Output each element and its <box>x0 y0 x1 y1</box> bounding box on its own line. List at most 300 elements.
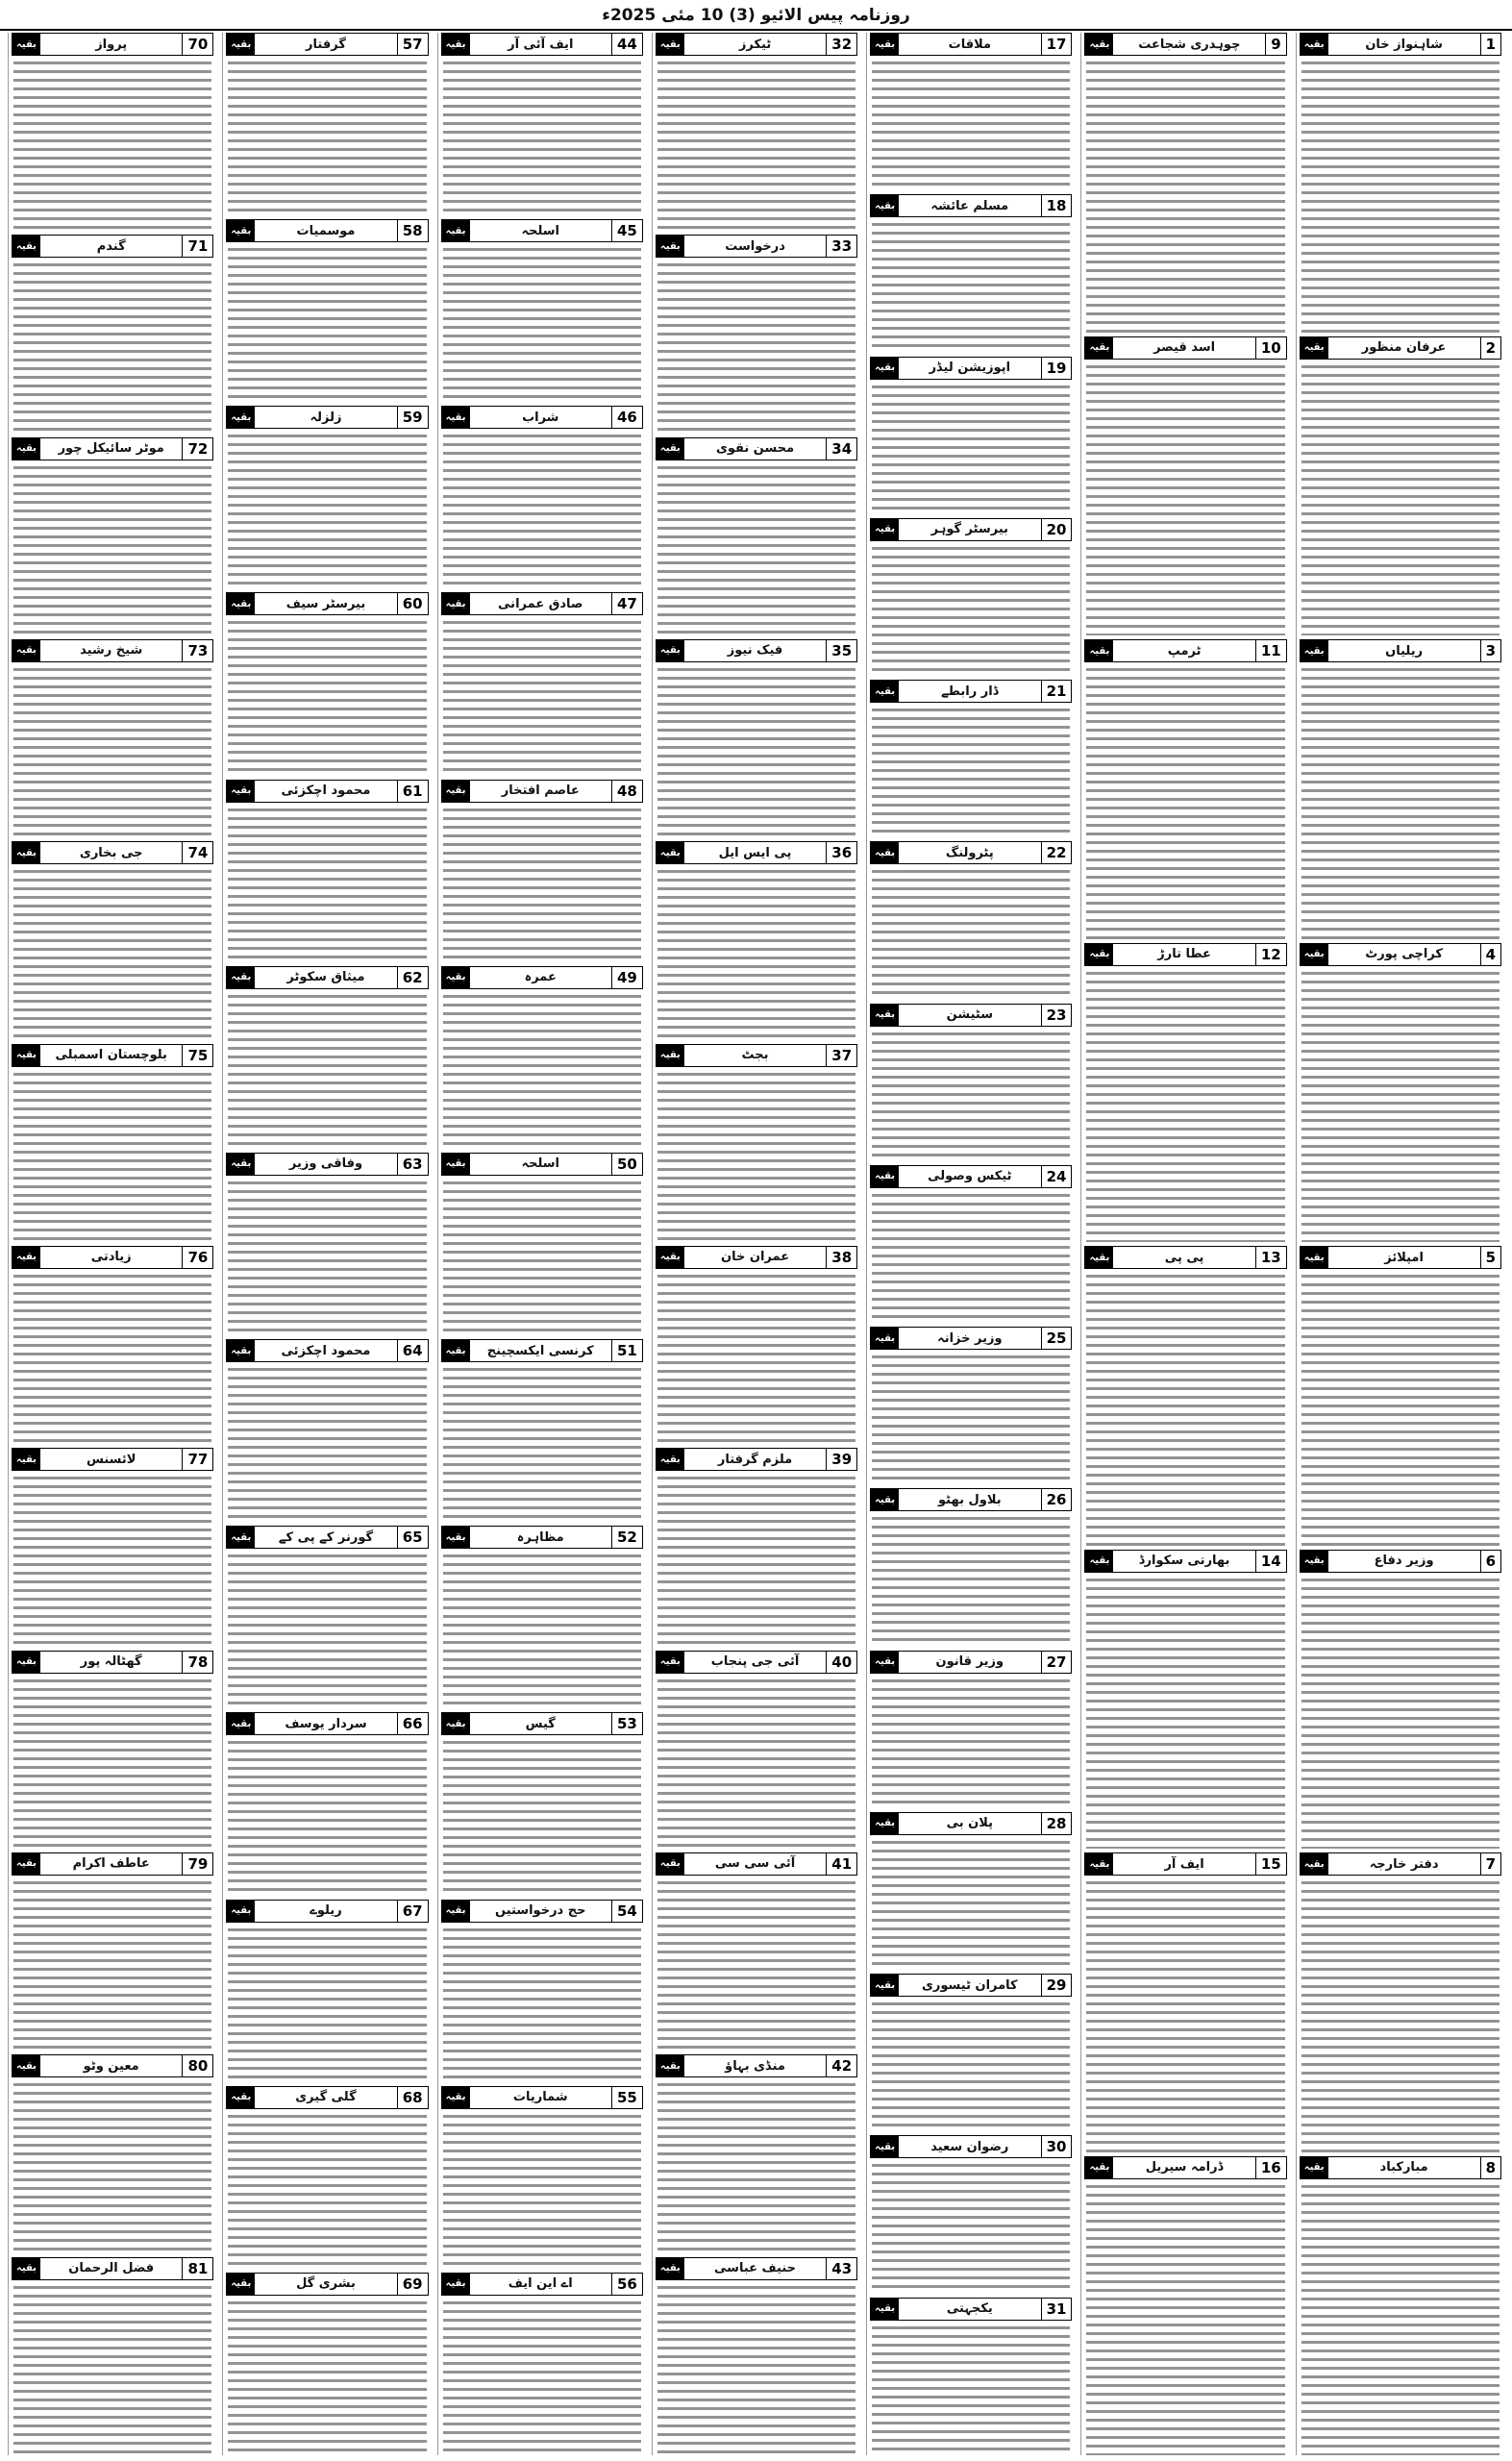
item-body-text <box>228 1738 426 1895</box>
item-body-text <box>1086 362 1284 636</box>
item-heading <box>656 437 857 460</box>
columns-container <box>8 33 1504 2455</box>
item-number: 59 <box>397 407 428 428</box>
continuation-tag: بقیہ <box>1085 1853 1113 1875</box>
continuation-tag: بقیہ <box>442 1527 470 1548</box>
continuation-item <box>12 437 213 635</box>
item-title: حج درخواستیں <box>495 1903 586 1919</box>
continuation-item <box>656 1852 857 2051</box>
continuation-tag: بقیہ <box>227 967 255 988</box>
item-title: عرفان منظور <box>1361 340 1447 355</box>
item-number: 18 <box>1041 195 1072 216</box>
item-heading <box>441 592 643 615</box>
continuation-tag: بقیہ <box>227 2087 255 2108</box>
continuation-tag: بقیہ <box>227 781 255 802</box>
item-number: 77 <box>182 1449 212 1470</box>
item-heading <box>1300 2156 1501 2179</box>
item-body-text <box>13 1677 211 1849</box>
item-number: 22 <box>1041 842 1072 863</box>
continuation-item <box>226 592 428 775</box>
item-title: ٹیکرز <box>738 37 772 52</box>
continuation-item <box>870 1165 1072 1323</box>
continuation-tag: بقیہ <box>442 2087 470 2108</box>
item-heading <box>441 1900 643 1923</box>
item-heading <box>870 1812 1072 1835</box>
continuation-item <box>226 219 428 402</box>
continuation-item <box>870 33 1072 190</box>
item-title: دفتر خارجہ <box>1369 1856 1439 1872</box>
item-body-text <box>13 867 211 1039</box>
continuation-item <box>441 2273 643 2455</box>
item-heading <box>441 1712 643 1735</box>
item-heading <box>870 2298 1072 2321</box>
item-title: کامران ٹیسوری <box>922 1977 1018 1993</box>
item-title: گرفتار <box>306 37 346 52</box>
item-body-text <box>872 706 1070 837</box>
item-body-text <box>1086 969 1284 1243</box>
continuation-tag: بقیہ <box>871 1005 899 1026</box>
item-title: پی پی <box>1164 1250 1204 1265</box>
item-heading <box>226 219 428 242</box>
continuation-item <box>441 1526 643 1708</box>
news-column <box>866 33 1075 2455</box>
item-heading <box>1084 1852 1286 1876</box>
item-number: 58 <box>397 220 428 241</box>
item-title: محمود اچکزئی <box>281 783 371 799</box>
item-heading <box>870 1004 1072 1027</box>
continuation-tag: بقیہ <box>871 1166 899 1187</box>
item-body-text <box>872 1353 1070 1484</box>
item-number: 37 <box>826 1045 856 1066</box>
continuation-item <box>870 1327 1072 1484</box>
item-title: مسلم عائشہ <box>930 198 1009 213</box>
item-body-text <box>872 1030 1070 1161</box>
item-body-text <box>1086 2182 1284 2456</box>
item-body-text <box>443 1926 641 2082</box>
item-body-text <box>13 1070 211 1242</box>
item-title: وزیر قانون <box>935 1654 1004 1670</box>
item-title: بیرسٹر گوہر <box>930 522 1009 537</box>
item-number: 66 <box>397 1713 428 1734</box>
continuation-item <box>226 2086 428 2269</box>
continuation-tag: بقیہ <box>442 1340 470 1361</box>
continuation-item <box>870 1004 1072 1161</box>
continuation-item <box>441 406 643 588</box>
continuation-item <box>226 2273 428 2455</box>
item-body-text <box>872 1191 1070 1323</box>
item-title: آئی سی سی <box>714 1856 796 1872</box>
item-title: بیرسٹر سیف <box>285 596 366 611</box>
continuation-tag: بقیہ <box>227 1527 255 1548</box>
item-title: ملاقات <box>948 37 992 52</box>
continuation-item <box>12 2257 213 2455</box>
item-title: ریلیاں <box>1385 643 1424 659</box>
continuation-tag: بقیہ <box>442 1154 470 1175</box>
item-body-text <box>13 463 211 635</box>
item-heading <box>226 1526 428 1549</box>
item-number: 68 <box>397 2087 428 2108</box>
item-number: 8 <box>1480 2157 1500 2178</box>
item-heading <box>12 2054 213 2077</box>
item-number: 26 <box>1041 1489 1072 1510</box>
continuation-item <box>656 2054 857 2252</box>
item-title: گورنر کے پی کے <box>278 1529 374 1545</box>
item-body-text <box>872 1514 1070 1646</box>
continuation-item <box>12 639 213 837</box>
continuation-item <box>656 235 857 433</box>
item-number: 75 <box>182 1045 212 1066</box>
continuation-item <box>441 966 643 1149</box>
item-body-text <box>443 618 641 775</box>
continuation-item <box>12 1852 213 2051</box>
continuation-tag: بقیہ <box>871 195 899 216</box>
item-title: شراب <box>522 410 559 425</box>
item-title: اسلحہ <box>521 223 560 238</box>
page-title: روزنامہ پیس الائیو (3) 10 مئی 2025ء <box>602 5 910 25</box>
item-number: 69 <box>397 2274 428 2295</box>
item-number: 21 <box>1041 681 1072 702</box>
item-body-text <box>228 245 426 402</box>
item-heading <box>1300 639 1501 662</box>
continuation-tag: بقیہ <box>442 593 470 614</box>
news-column <box>1080 33 1289 2455</box>
continuation-tag: بقیہ <box>657 438 684 460</box>
item-heading <box>656 841 857 864</box>
item-body-text <box>13 261 211 433</box>
item-number: 45 <box>611 220 642 241</box>
continuation-item <box>441 1153 643 1335</box>
item-number: 53 <box>611 1713 642 1734</box>
item-body-text <box>228 59 426 215</box>
item-title: ٹیکس وصولی <box>928 1169 1012 1184</box>
item-heading <box>12 437 213 460</box>
continuation-tag: بقیہ <box>1085 944 1113 965</box>
continuation-tag: بقیہ <box>1301 2157 1328 2178</box>
continuation-item <box>656 1651 857 1849</box>
continuation-tag: بقیہ <box>1085 640 1113 661</box>
continuation-tag: بقیہ <box>227 2274 255 2295</box>
item-title: وزیر خزانہ <box>937 1330 1003 1346</box>
item-body-text <box>443 2112 641 2269</box>
item-body-text <box>657 1878 855 2051</box>
continuation-tag: بقیہ <box>227 1340 255 1361</box>
item-number: 4 <box>1480 944 1500 965</box>
item-body-text <box>13 665 211 837</box>
item-body-text <box>872 544 1070 676</box>
continuation-item <box>1084 2156 1286 2456</box>
continuation-item <box>656 841 857 1039</box>
item-heading <box>226 406 428 429</box>
item-title: ایف آر <box>1164 1856 1204 1872</box>
continuation-item <box>226 406 428 588</box>
item-body-text <box>443 806 641 962</box>
item-heading <box>12 1246 213 1269</box>
item-body-text <box>657 867 855 1039</box>
continuation-tag: بقیہ <box>657 34 684 55</box>
item-number: 34 <box>826 438 856 460</box>
item-title: اسد قیصر <box>1153 340 1216 355</box>
item-heading <box>1300 943 1501 966</box>
item-heading <box>870 2135 1072 2158</box>
item-number: 41 <box>826 1853 856 1875</box>
item-title: فضل الرحمان <box>68 2261 155 2276</box>
item-body-text <box>657 261 855 433</box>
item-body-text <box>1086 1878 1284 2152</box>
item-body-text <box>443 1738 641 1895</box>
item-body-text <box>872 2161 1070 2293</box>
item-number: 3 <box>1480 640 1500 661</box>
continuation-item <box>441 2086 643 2269</box>
item-number: 79 <box>182 1853 212 1875</box>
item-body-text <box>1301 1576 1500 1850</box>
continuation-tag: بقیہ <box>442 967 470 988</box>
item-title: صادق عمرانی <box>498 596 583 611</box>
news-column <box>222 33 431 2455</box>
continuation-tag: بقیہ <box>1301 34 1328 55</box>
item-heading <box>226 1900 428 1923</box>
item-title: جی بخاری <box>79 845 143 860</box>
continuation-item <box>870 357 1072 514</box>
item-body-text <box>228 1926 426 2082</box>
item-heading <box>441 1526 643 1549</box>
item-number: 80 <box>182 2055 212 2076</box>
item-heading <box>656 1651 857 1674</box>
item-body-text <box>872 59 1070 190</box>
item-heading <box>656 1852 857 1876</box>
item-heading <box>1084 1550 1286 1573</box>
item-title: فیک نیوز <box>727 643 783 659</box>
item-body-text <box>228 2112 426 2269</box>
continuation-tag: بقیہ <box>1085 34 1113 55</box>
item-body-text <box>443 1365 641 1522</box>
continuation-tag: بقیہ <box>1301 640 1328 661</box>
item-title: معین وٹو <box>83 2058 139 2074</box>
item-body-text <box>13 1272 211 1444</box>
item-title: منڈی بہاؤ <box>725 2058 785 2074</box>
continuation-item <box>870 2298 1072 2455</box>
continuation-item <box>441 1712 643 1895</box>
item-title: ایف آئی آر <box>508 37 574 52</box>
item-body-text <box>228 806 426 962</box>
item-heading <box>656 1246 857 1269</box>
item-title: پٹرولنگ <box>945 845 994 860</box>
continuation-item <box>656 1246 857 1444</box>
continuation-tag: بقیہ <box>12 1652 40 1673</box>
item-number: 15 <box>1255 1853 1286 1875</box>
item-body-text <box>872 1838 1070 1970</box>
news-column <box>437 33 646 2455</box>
item-heading <box>441 33 643 56</box>
item-heading <box>441 780 643 803</box>
continuation-tag: بقیہ <box>871 1328 899 1349</box>
item-number: 31 <box>1041 2299 1072 2320</box>
item-body-text <box>443 1552 641 1708</box>
item-body-text <box>872 2324 1070 2455</box>
item-title: عمران خان <box>720 1250 790 1265</box>
item-number: 67 <box>397 1901 428 1922</box>
item-title: شماریات <box>512 2090 568 2105</box>
item-number: 23 <box>1041 1005 1072 1026</box>
continuation-tag: بقیہ <box>1301 944 1328 965</box>
continuation-item <box>12 2054 213 2252</box>
item-body-text <box>1301 2182 1500 2456</box>
item-number: 6 <box>1480 1551 1500 1572</box>
item-number: 71 <box>182 236 212 257</box>
item-number: 76 <box>182 1247 212 1268</box>
item-body-text <box>443 1179 641 1335</box>
continuation-item <box>1084 33 1286 333</box>
continuation-tag: بقیہ <box>1301 1853 1328 1875</box>
item-title: کرنسی ایکسچینج <box>486 1343 594 1358</box>
item-body-text <box>13 1474 211 1646</box>
item-title: بلوچستان اسمبلی <box>55 1048 167 1063</box>
continuation-tag: بقیہ <box>657 1652 684 1673</box>
item-number: 35 <box>826 640 856 661</box>
continuation-item <box>656 33 857 231</box>
item-heading <box>226 592 428 615</box>
item-heading <box>226 1153 428 1176</box>
item-number: 56 <box>611 2274 642 2295</box>
item-number: 30 <box>1041 2136 1072 2157</box>
item-title: امپلائز <box>1384 1250 1424 1265</box>
item-body-text <box>657 1272 855 1444</box>
continuation-tag: بقیہ <box>12 1853 40 1875</box>
continuation-tag: بقیہ <box>1085 1247 1113 1268</box>
item-body-text <box>228 1365 426 1522</box>
continuation-item <box>870 841 1072 999</box>
continuation-tag: بقیہ <box>1301 1551 1328 1572</box>
item-title: یکجہتی <box>946 2301 993 2317</box>
item-heading <box>1300 1852 1501 1876</box>
item-heading <box>12 2257 213 2280</box>
item-heading <box>870 518 1072 541</box>
continuation-item <box>870 194 1072 352</box>
item-body-text <box>443 245 641 402</box>
item-body-text <box>657 1474 855 1646</box>
continuation-item <box>870 1488 1072 1646</box>
item-number: 73 <box>182 640 212 661</box>
item-heading <box>441 2273 643 2296</box>
item-title: اے این ایف <box>508 2276 573 2292</box>
continuation-tag: بقیہ <box>442 1901 470 1922</box>
item-body-text <box>228 2299 426 2455</box>
continuation-item <box>226 1712 428 1895</box>
continuation-item <box>441 780 643 962</box>
item-number: 14 <box>1255 1551 1286 1572</box>
continuation-tag: بقیہ <box>12 2258 40 2279</box>
item-heading <box>656 235 857 258</box>
item-title: عمرہ <box>524 970 557 985</box>
continuation-tag: بقیہ <box>12 2055 40 2076</box>
continuation-tag: بقیہ <box>1301 1247 1328 1268</box>
continuation-tag: بقیہ <box>871 681 899 702</box>
continuation-tag: بقیہ <box>871 358 899 379</box>
item-body-text <box>228 1179 426 1335</box>
item-number: 19 <box>1041 358 1072 379</box>
item-body-text <box>228 618 426 775</box>
item-heading <box>870 194 1072 217</box>
continuation-item <box>441 219 643 402</box>
item-heading <box>12 1448 213 1471</box>
item-heading <box>1300 1246 1501 1269</box>
item-title: عاطف اکرام <box>72 1856 150 1872</box>
item-number: 64 <box>397 1340 428 1361</box>
item-body-text <box>657 463 855 635</box>
continuation-item <box>870 1974 1072 2131</box>
item-title: پلان بی <box>946 1816 994 1831</box>
item-heading <box>12 1044 213 1067</box>
continuation-item <box>1300 639 1501 939</box>
item-number: 27 <box>1041 1652 1072 1673</box>
item-title: وزیر دفاع <box>1374 1554 1434 1568</box>
news-column <box>1296 33 1504 2455</box>
continuation-item <box>12 33 213 231</box>
item-heading <box>1084 33 1286 56</box>
continuation-tag: بقیہ <box>227 1901 255 1922</box>
item-title: اسلحہ <box>521 1156 560 1172</box>
continuation-item <box>1300 2156 1501 2456</box>
item-body-text <box>872 220 1070 352</box>
continuation-item <box>1300 943 1501 1243</box>
continuation-tag: بقیہ <box>871 1489 899 1510</box>
item-body-text <box>1301 1272 1500 1546</box>
item-heading <box>441 406 643 429</box>
item-heading <box>1084 2156 1286 2179</box>
item-title: اپوزیشن لیڈر <box>929 360 1011 376</box>
item-heading <box>656 1044 857 1067</box>
continuation-tag: بقیہ <box>12 34 40 55</box>
item-number: 36 <box>826 842 856 863</box>
item-heading <box>441 1153 643 1176</box>
continuation-tag: بقیہ <box>227 220 255 241</box>
continuation-tag: بقیہ <box>442 781 470 802</box>
item-heading <box>226 1339 428 1362</box>
item-number: 17 <box>1041 34 1072 55</box>
item-title: مظاہرہ <box>516 1529 564 1545</box>
item-heading <box>1300 1550 1501 1573</box>
item-number: 11 <box>1255 640 1286 661</box>
continuation-item <box>12 235 213 433</box>
item-heading <box>12 235 213 258</box>
item-heading <box>656 2257 857 2280</box>
item-title: میثاق سکوٹر <box>286 970 365 985</box>
item-number: 47 <box>611 593 642 614</box>
item-heading <box>226 2273 428 2296</box>
item-number: 60 <box>397 593 428 614</box>
continuation-item <box>870 1651 1072 1808</box>
item-title: وفاقی وزیر <box>288 1156 363 1172</box>
item-body-text <box>1301 362 1500 636</box>
continuation-item <box>441 33 643 215</box>
item-body-text <box>228 432 426 588</box>
item-heading <box>1084 943 1286 966</box>
continuation-tag: بقیہ <box>657 842 684 863</box>
item-heading <box>1300 33 1501 56</box>
continuation-item <box>441 592 643 775</box>
item-number: 20 <box>1041 519 1072 540</box>
item-number: 72 <box>182 438 212 460</box>
page-header <box>0 0 1512 31</box>
item-body-text <box>872 383 1070 514</box>
continuation-item <box>12 1448 213 1646</box>
item-heading <box>1084 639 1286 662</box>
continuation-tag: بقیہ <box>442 407 470 428</box>
item-number: 12 <box>1255 944 1286 965</box>
item-heading <box>226 2086 428 2109</box>
item-title: چوہدری شجاعت <box>1138 37 1241 52</box>
item-number: 78 <box>182 1652 212 1673</box>
item-title: سردار یوسف <box>285 1716 367 1731</box>
